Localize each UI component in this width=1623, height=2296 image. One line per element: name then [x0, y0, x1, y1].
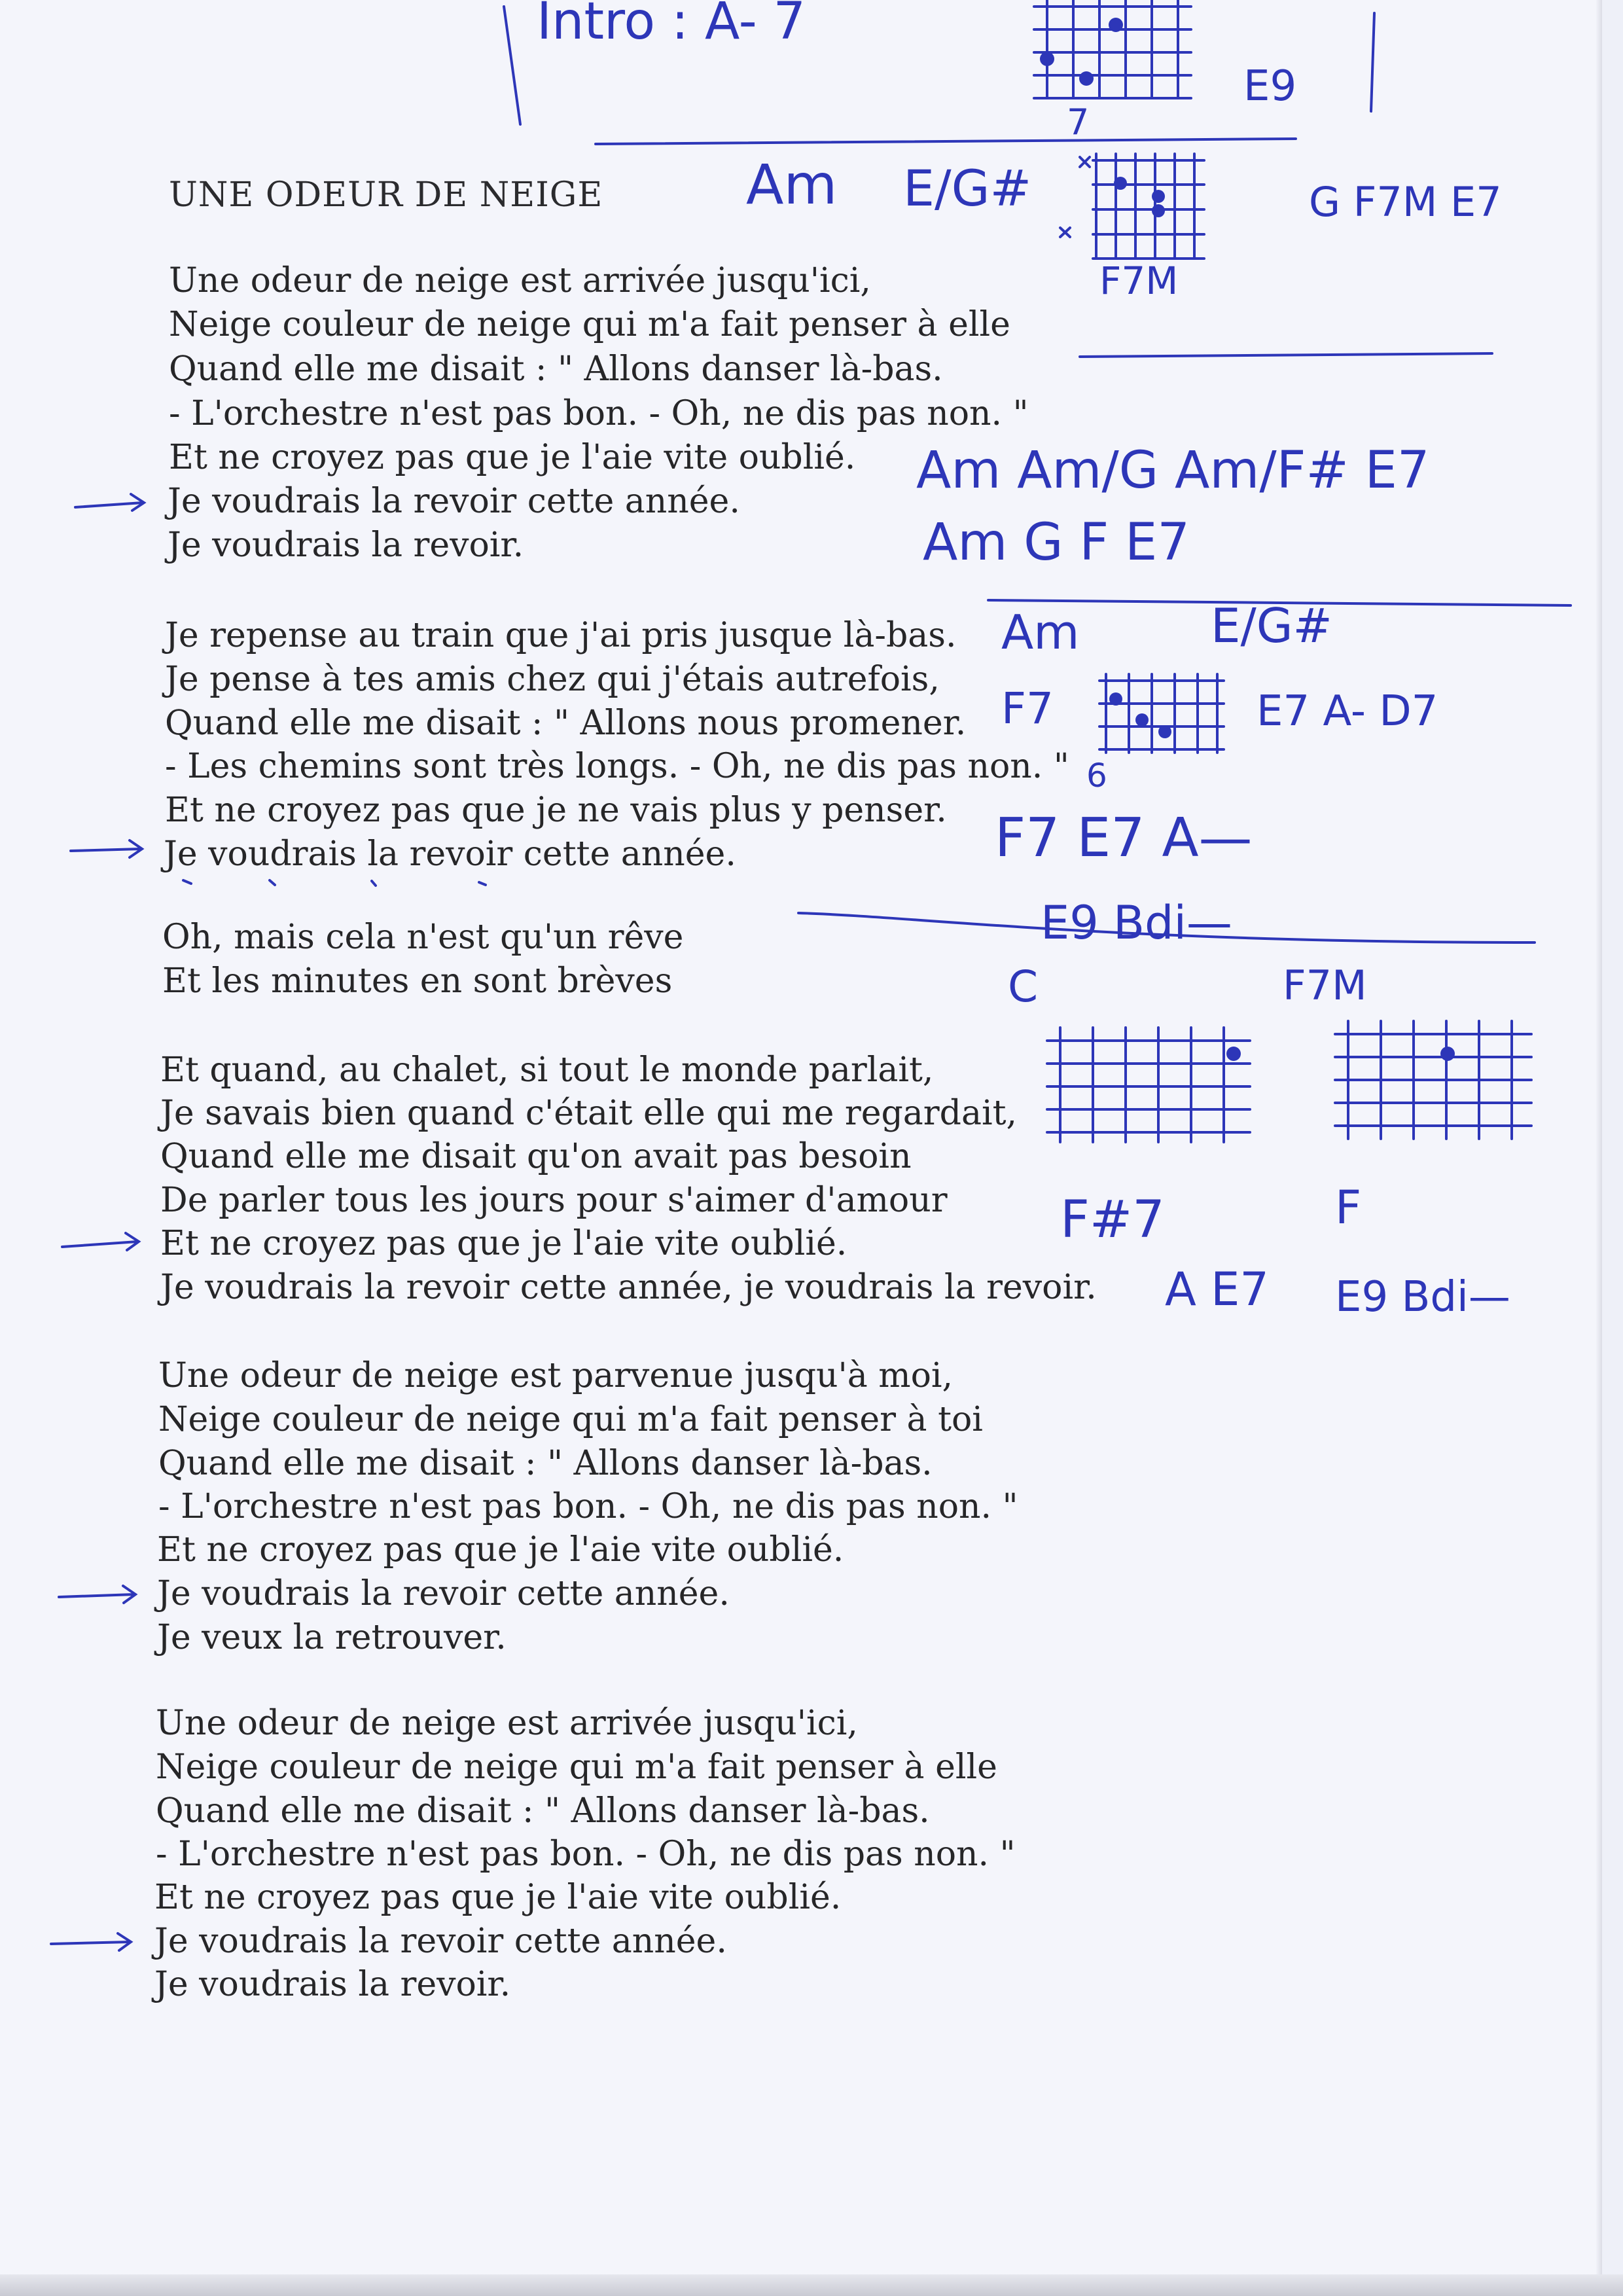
lyric-line: Et ne croyez pas que je l'aie vite oublié.: [157, 1530, 844, 1570]
chord-annotation: Am G F E7: [923, 513, 1190, 572]
lyric-line: Je voudrais la revoir cette année.: [157, 1574, 730, 1613]
intro-annotation: Intro : A- 7: [537, 0, 806, 51]
chord-annotation: F7M: [1099, 259, 1179, 303]
chord-diagram: [1335, 1021, 1531, 1139]
lyric-line: Une odeur de neige est arrivée jusqu'ici,: [169, 261, 871, 300]
arrow-icon: [71, 840, 142, 857]
chord-annotation: F: [1335, 1181, 1362, 1234]
chord-diagram: [1060, 154, 1204, 259]
lyric-line: Je repense au train que j'ai pris jusque là-bas.: [165, 616, 957, 655]
fret-number: 6: [1086, 757, 1107, 795]
lyric-line: Et ne croyez pas que je l'aie vite oublié.: [160, 1224, 847, 1263]
lyric-line: Je pense à tes amis chez qui j'étais autrefois,: [165, 660, 940, 699]
chord-annotation: E9 Bdi—: [1041, 896, 1232, 950]
chord-annotation: E7 A- D7: [1257, 687, 1438, 736]
chord-annotation: F7 E7 A—: [995, 807, 1253, 869]
scan-edge: [0, 2274, 1623, 2296]
lyric-line: Et ne croyez pas que je l'aie vite oublié.: [169, 438, 856, 477]
lyric-line: Oh, mais cela n'est qu'un rêve: [162, 918, 684, 957]
lyric-line: - L'orchestre n'est pas bon. - Oh, ne dis pas non. ": [156, 1835, 1016, 1874]
lyric-line: Et ne croyez pas que je ne vais plus y penser.: [165, 791, 947, 830]
chord-diagram: [1034, 0, 1191, 98]
lyric-line: Je voudrais la revoir cette année, je voudrais la revoir.: [160, 1268, 1097, 1307]
lyric-line: Je voudrais la revoir.: [168, 526, 524, 565]
chord-annotation: Am: [1001, 605, 1080, 660]
lyric-line: Quand elle me disait qu'on avait pas besoin: [160, 1137, 912, 1176]
lyric-line: - L'orchestre n'est pas bon. - Oh, ne dis pas non. ": [169, 394, 1029, 433]
lyric-line: De parler tous les jours pour s'aimer d'amour: [160, 1181, 948, 1220]
chord-annotation: Am Am/G Am/F# E7: [916, 441, 1430, 500]
chord-annotation: G F7M E7: [1309, 178, 1502, 226]
chord-annotation: E9: [1243, 62, 1297, 111]
lyric-line: Je voudrais la revoir cette année.: [154, 1922, 727, 1961]
lyric-line: Je voudrais la revoir cette année.: [164, 834, 736, 874]
lyric-line: Quand elle me disait : " Allons danser là-bas.: [169, 350, 943, 389]
bar-line: [1371, 13, 1374, 111]
chord-diagram: [1099, 674, 1224, 753]
arrow-icon: [62, 1233, 139, 1250]
chord-annotation: E/G#: [1211, 598, 1332, 653]
bar-line: [504, 7, 520, 124]
fret-number: 7: [1067, 101, 1090, 143]
divider-line: [596, 139, 1296, 144]
chord-annotation: E9 Bdi—: [1335, 1273, 1510, 1321]
lyric-line: Je savais bien quand c'était elle qui me regardait,: [160, 1094, 1018, 1133]
lyric-line: Je veux la retrouver.: [157, 1618, 507, 1657]
lyric-line: Quand elle me disait : " Allons nous promener.: [165, 704, 967, 743]
lyric-line: - L'orchestre n'est pas bon. - Oh, ne dis pas non. ": [158, 1487, 1018, 1526]
lyric-line: Une odeur de neige est parvenue jusqu'à moi,: [158, 1356, 954, 1395]
lyric-line: Neige couleur de neige qui m'a fait penser à elle: [169, 305, 1010, 344]
chord-annotation: F#7: [1060, 1191, 1165, 1249]
chord-annotation: C: [1008, 961, 1039, 1012]
chord-annotation: Am: [746, 152, 838, 217]
lyric-line: Quand elle me disait : " Allons danser là-bas.: [156, 1791, 930, 1831]
arrow-icon: [75, 494, 144, 511]
divider-line: [1080, 353, 1492, 357]
chord-diagram: [1047, 1028, 1250, 1142]
lyric-line: Et quand, au chalet, si tout le monde parlait,: [160, 1050, 934, 1090]
lyric-line: Une odeur de neige est arrivée jusqu'ici,: [156, 1704, 858, 1743]
page-title: UNE ODEUR DE NEIGE: [169, 175, 603, 215]
lyric-line: Neige couleur de neige qui m'a fait penser à elle: [156, 1748, 997, 1787]
arrow-icon: [51, 1933, 131, 1950]
lyric-line: Je voudrais la revoir.: [154, 1965, 511, 2004]
chord-annotation: F7M: [1283, 961, 1367, 1009]
lyric-line: Neige couleur de neige qui m'a fait penser à toi: [158, 1400, 983, 1439]
lyric-line: Quand elle me disait : " Allons danser là-bas.: [158, 1444, 933, 1483]
lyric-line: - Les chemins sont très longs. - Oh, ne dis pas non. ": [165, 747, 1069, 786]
chord-annotation: F7: [1001, 683, 1054, 734]
chord-annotation: A E7: [1165, 1263, 1269, 1316]
lyric-line: Je voudrais la revoir cette année.: [168, 482, 740, 521]
lyric-line: Et ne croyez pas que je l'aie vite oublié.: [154, 1878, 842, 1917]
lyric-line: Et les minutes en sont brèves: [162, 961, 673, 1001]
arrow-icon: [59, 1586, 135, 1603]
chord-annotation: E/G#: [903, 159, 1032, 217]
